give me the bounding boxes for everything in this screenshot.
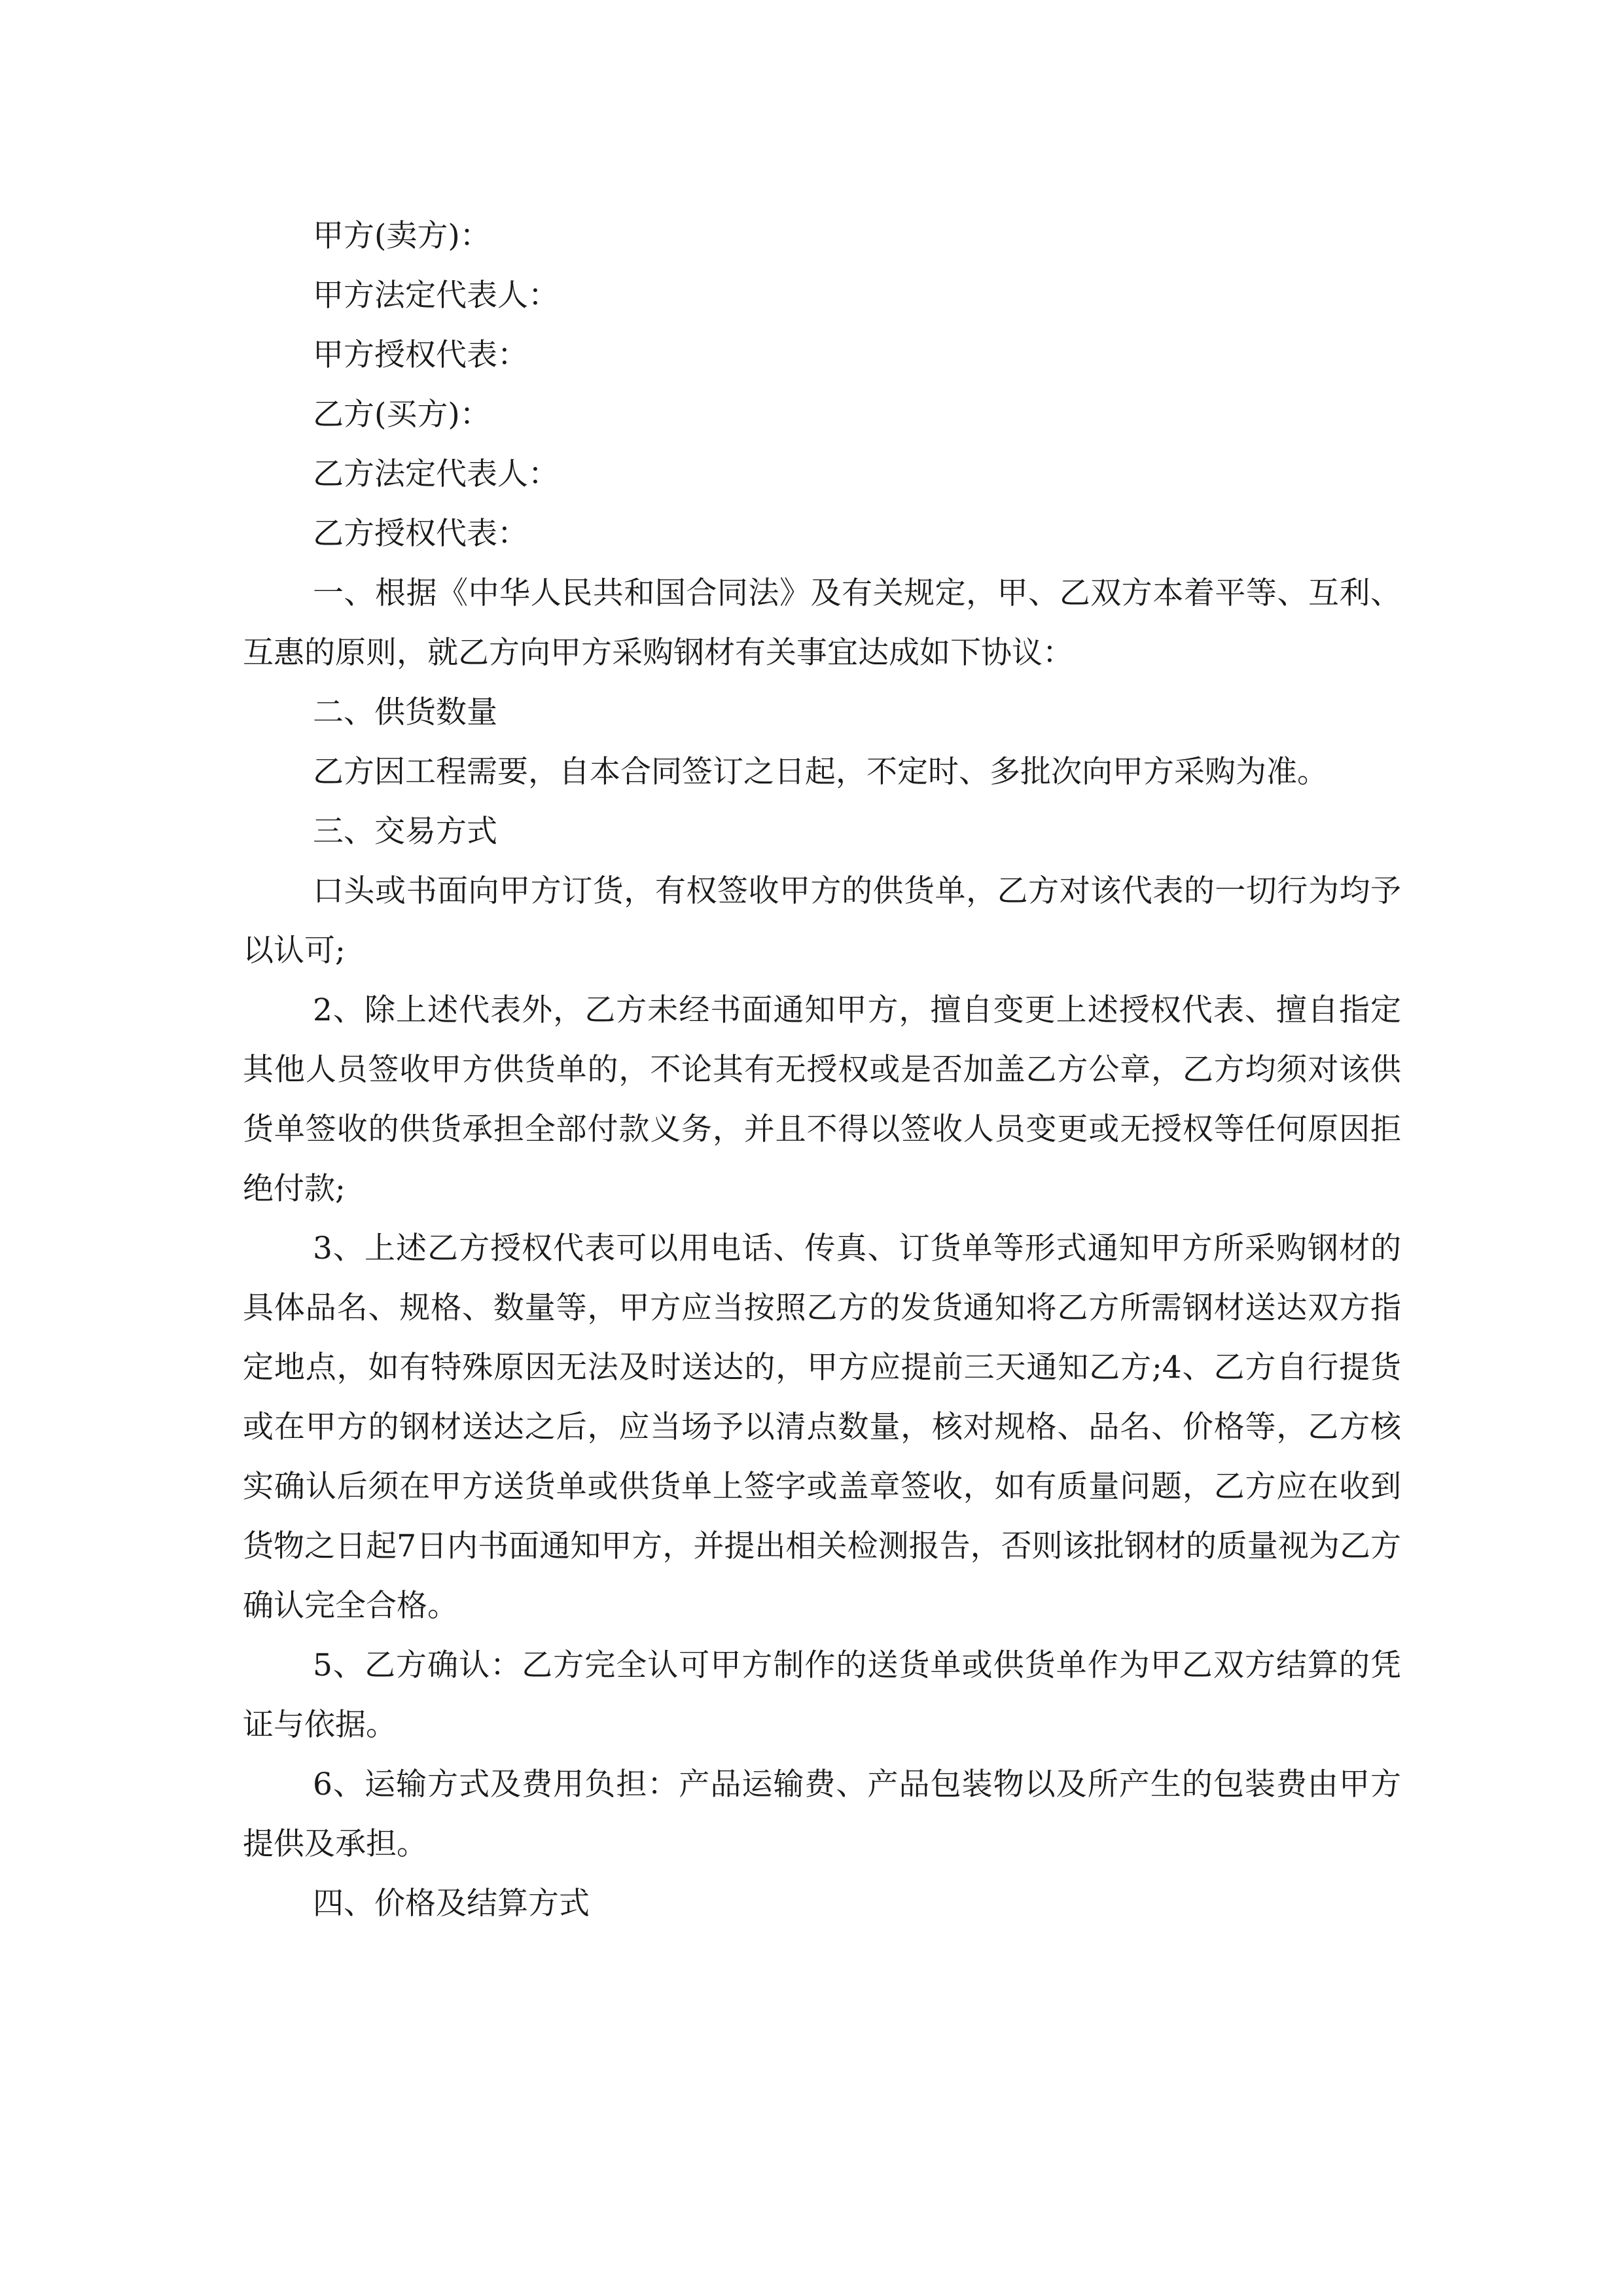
seller-legal-rep-line: 甲方法定代表人： bbox=[313, 278, 559, 314]
supply-quantity-paragraph: 乙方因工程需要，自本合同签订之日起，不定时、多批次向甲方采购为准。 bbox=[313, 754, 1328, 790]
section-3-heading: 三、交易方式 bbox=[313, 814, 497, 850]
buyer-party-line: 乙方(买方)： bbox=[313, 397, 491, 433]
trade-method-clause-3-4: 3、上述乙方授权代表可以用电话、传真、订货单等形式通知甲方所采购钢材的具体品名、规格、数量等，甲方应当按照乙方的发货通知将乙方所需钢材送达双方指定地点，如有特殊原因无法及时送达的，甲方应提前三天通知乙方;4、乙方自行提货或在甲方的钢材送达之后，应当场予以清点数量，核对规格、品名、价格等，乙方核实确认后须在甲方送货单或供货单上签字或盖章签收，如有质量问题，乙方应在收到货物之日起7日内书面通知甲方，并提出相关检测报告，否则该批钢材的质量视为乙方确认完全合格。 bbox=[243, 1230, 1401, 1624]
trade-method-clause-6: 6、运输方式及费用负担：产品运输费、产品包装物以及所产生的包装费由甲方提供及承担。 bbox=[243, 1767, 1401, 1862]
section-4-heading: 四、价格及结算方式 bbox=[313, 1886, 590, 1922]
trade-method-clause-2: 2、除上述代表外，乙方未经书面通知甲方，擅自变更上述授权代表、擅自指定其他人员签收甲方供货单的，不论其有无授权或是否加盖乙方公章，乙方均须对该供货单签收的供货承担全部付款义务，并且不得以签收人员变更或无授权等任何原因拒绝付款; bbox=[243, 992, 1401, 1207]
trade-method-clause-1: 口头或书面向甲方订货，有权签收甲方的供货单，乙方对该代表的一切行为均予以认可; bbox=[243, 873, 1401, 969]
contract-body bbox=[243, 206, 1401, 1933]
buyer-authorized-rep-line: 乙方授权代表： bbox=[313, 516, 528, 552]
section-1-paragraph: 一、根据《中华人民共和国合同法》及有关规定，甲、乙双方本着平等、互利、互惠的原则，就乙方向甲方采购钢材有关事宜达成如下协议： bbox=[243, 575, 1401, 671]
buyer-legal-rep-line: 乙方法定代表人： bbox=[313, 456, 559, 492]
section-2-heading: 二、供货数量 bbox=[313, 694, 497, 730]
seller-authorized-rep-line: 甲方授权代表： bbox=[313, 337, 528, 373]
seller-party-line: 甲方(卖方)： bbox=[313, 218, 491, 254]
trade-method-clause-5: 5、乙方确认：乙方完全认可甲方制作的送货单或供货单作为甲乙双方结算的凭证与依据。 bbox=[243, 1647, 1401, 1743]
